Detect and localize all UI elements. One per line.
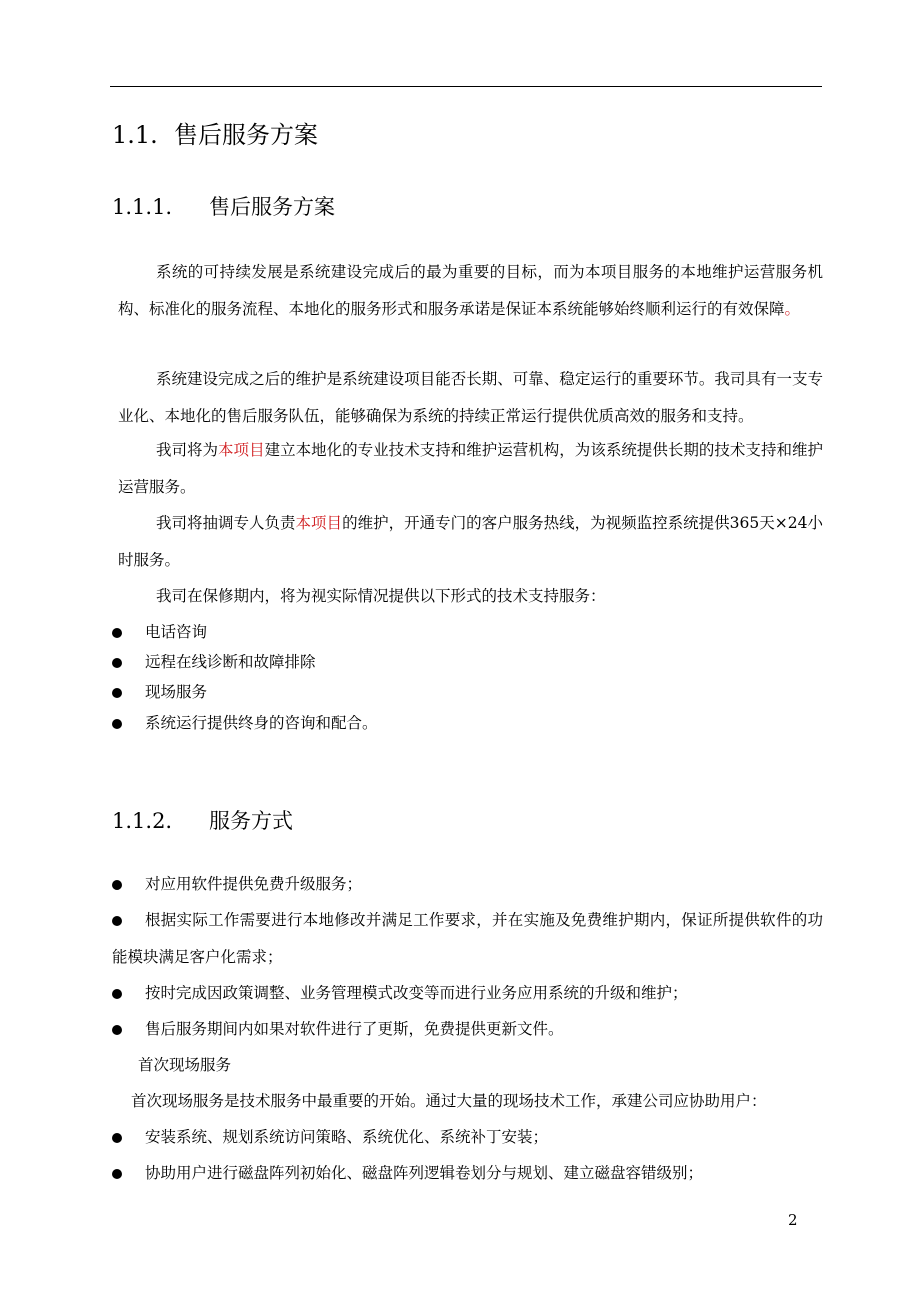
list-item	[112, 975, 823, 1012]
heading-1-1-2	[112, 806, 293, 836]
list-item-text: 按时完成因政策调整、业务管理模式改变等而进行业务应用系统的升级和维护；	[145, 984, 688, 1002]
list-item-text: 安装系统、规划系统访问策略、系统优化、系统补丁安装；	[145, 1128, 549, 1146]
paragraph-text: 我司将抽调专人负责	[156, 514, 296, 532]
bullet-icon	[112, 916, 122, 926]
list-item-text: 根据实际工作需要进行本地修改并满足工作要求，并在实施及免费维护期内，保证所提供软件的功能模块满足客户化需求；	[112, 911, 823, 966]
paragraph-5: 我司在保修期内，将为视实际情况提供以下形式的技术支持服务：	[156, 587, 606, 605]
list-item	[112, 866, 823, 903]
bullet-icon	[112, 658, 122, 668]
intro-paragraph: 首次现场服务是技术服务中最重要的开始。通过大量的现场技术工作，承建公司应协助用户：	[131, 1092, 767, 1110]
paragraph-3	[118, 432, 823, 506]
list-item	[112, 1119, 823, 1156]
subheading: 首次现场服务	[138, 1056, 232, 1074]
bullet-icon	[112, 1133, 122, 1143]
paragraph-end-mark: 。	[784, 300, 801, 318]
list-item-text: 现场服务	[145, 683, 208, 701]
list-item-text: 对应用软件提供免费升级服务；	[145, 875, 363, 893]
bullet-icon	[112, 989, 122, 999]
highlighted-text: 本项目	[218, 441, 265, 459]
heading-number: 1.1.	[112, 121, 158, 149]
bullet-icon	[112, 719, 122, 729]
paragraph-text: 系统的可持续发展是系统建设完成后的最为重要的目标，而为本项目服务的本地维护运营服务机构、标准化的服务流程、本地化的服务形式和服务承诺是保证本系统能够始终顺利运行的有效保障	[118, 263, 823, 318]
list-item	[112, 1011, 823, 1048]
bullet-icon	[112, 1169, 122, 1179]
list-item-text: 电话咨询	[145, 623, 208, 641]
list-item	[112, 902, 823, 976]
paragraph-4	[118, 505, 823, 579]
header-rule	[110, 86, 822, 87]
heading-title: 服务方式	[209, 809, 293, 833]
paragraph-2: 系统建设完成之后的维护是系统建设项目能否长期、可靠、稳定运行的重要环节。我司具有一支专业化、本地化的售后服务队伍，能够确保为系统的持续正常运行提供优质高效的服务和支持。	[118, 370, 823, 425]
bullet-icon	[112, 880, 122, 890]
paragraph-text: 的维护，开通专门的客户服务热线，为视频监控系统提供365天×24小时服务。	[118, 514, 823, 569]
heading-1-1	[112, 118, 318, 152]
paragraph-text: 我司将为	[156, 441, 219, 459]
paragraph-text: 建立本地化的专业技术支持和维护运营机构，为该系统提供长期的技术支持和维护运营服务。	[118, 441, 823, 496]
highlighted-text: 本项目	[295, 514, 343, 532]
list-item-text: 远程在线诊断和故障排除	[145, 653, 316, 671]
bullet-icon	[112, 688, 122, 698]
paragraph-1	[118, 254, 823, 328]
bullet-icon	[112, 628, 122, 638]
page-number: 2	[788, 1211, 798, 1229]
list-item	[112, 1155, 823, 1192]
list-item-text: 售后服务期间内如果对软件进行了更斯，免费提供更新文件。	[145, 1020, 564, 1038]
list-item-text: 系统运行提供终身的咨询和配合。	[145, 714, 378, 732]
heading-1-1-1	[112, 192, 335, 222]
list-item	[112, 705, 823, 742]
heading-title: 售后服务方案	[209, 195, 335, 219]
heading-title: 售后服务方案	[174, 121, 318, 149]
heading-number: 1.1.1.	[112, 195, 173, 219]
list-item-text: 协助用户进行磁盘阵列初始化、磁盘阵列逻辑卷划分与规划、建立磁盘容错级别；	[145, 1164, 704, 1182]
heading-number: 1.1.2.	[112, 809, 173, 833]
bullet-icon	[112, 1025, 122, 1035]
